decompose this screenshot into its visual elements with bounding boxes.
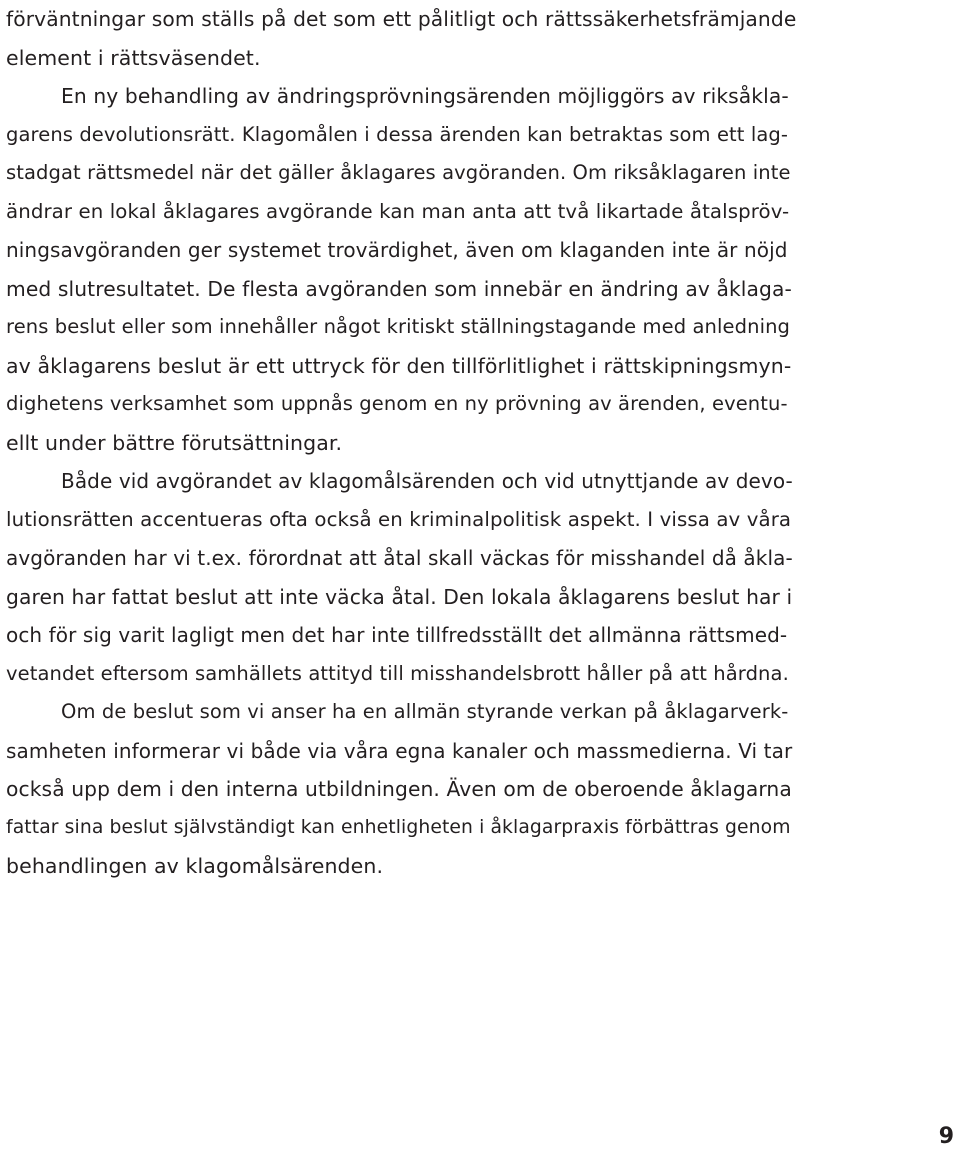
text-line: samheten informerar vi både via våra egna kanaler och massmedierna. Vi tar: [6, 738, 793, 763]
text-line: ningsavgöranden ger systemet trovärdighet, även om klaganden inte är nöjd: [6, 238, 788, 262]
text-line: fattar sina beslut självständigt kan enhetligheten i åklagarpraxis förbättras genom: [6, 816, 791, 838]
text-line: avgöranden har vi t.ex. förordnat att åtal skall väckas för misshandel då åkla-: [6, 546, 793, 570]
body-text: [6, 0, 796, 886]
text-line: vetandet eftersom samhällets attityd till misshandelsbrott håller på att hårdna.: [6, 661, 789, 685]
paragraph-start-line: Både vid avgörandet av klagomålsärenden och vid utnyttjande av devo-: [61, 469, 793, 493]
text-line: stadgat rättsmedel när det gäller åklagares avgöranden. Om riksåklagaren inte: [6, 161, 791, 184]
text-line: förväntningar som ställs på det som ett pålitligt och rättssäkerhetsfrämjande: [6, 7, 797, 31]
text-line: element i rättsväsendet.: [6, 45, 261, 70]
text-line: lutionsrätten accentueras ofta också en kriminalpolitisk aspekt. I vissa av våra: [6, 507, 792, 531]
text-line: rens beslut eller som innehåller något kritiskt ställningstagande med anledning: [6, 315, 791, 338]
text-line: ändrar en lokal åklagares avgörande kan man anta att två likartade åtalspröv-: [6, 199, 790, 223]
text-line: med slutresultatet. De flesta avgöranden som innebär en ändring av åklaga-: [6, 276, 792, 301]
text-line: garen har fattat beslut att inte väcka åtal. Den lokala åklagarens beslut har i: [6, 584, 793, 609]
text-line: också upp dem i den interna utbildningen. Även om de oberoende åklagarna: [6, 777, 792, 801]
paragraph-start-line: En ny behandling av ändringsprövningsärenden möjliggörs av riksåkla-: [61, 84, 789, 108]
text-line: av åklagarens beslut är ett uttryck för den tillförlitlighet i rättskipningsmyn-: [6, 353, 792, 378]
text-line: och för sig varit lagligt men det har inte tillfredsställt det allmänna rättsmed-: [6, 623, 788, 647]
page-number: 9: [938, 1124, 954, 1149]
text-line: dighetens verksamhet som uppnås genom en ny prövning av ärenden, eventu-: [6, 392, 788, 415]
text-line: behandlingen av klagomålsärenden.: [6, 854, 384, 878]
paragraph-start-line: Om de beslut som vi anser ha en allmän styrande verkan på åklagarverk-: [61, 700, 789, 723]
text-line: garens devolutionsrätt. Klagomålen i dessa ärenden kan betraktas som ett lag-: [6, 122, 789, 146]
text-line: ellt under bättre förutsättningar.: [6, 430, 343, 455]
